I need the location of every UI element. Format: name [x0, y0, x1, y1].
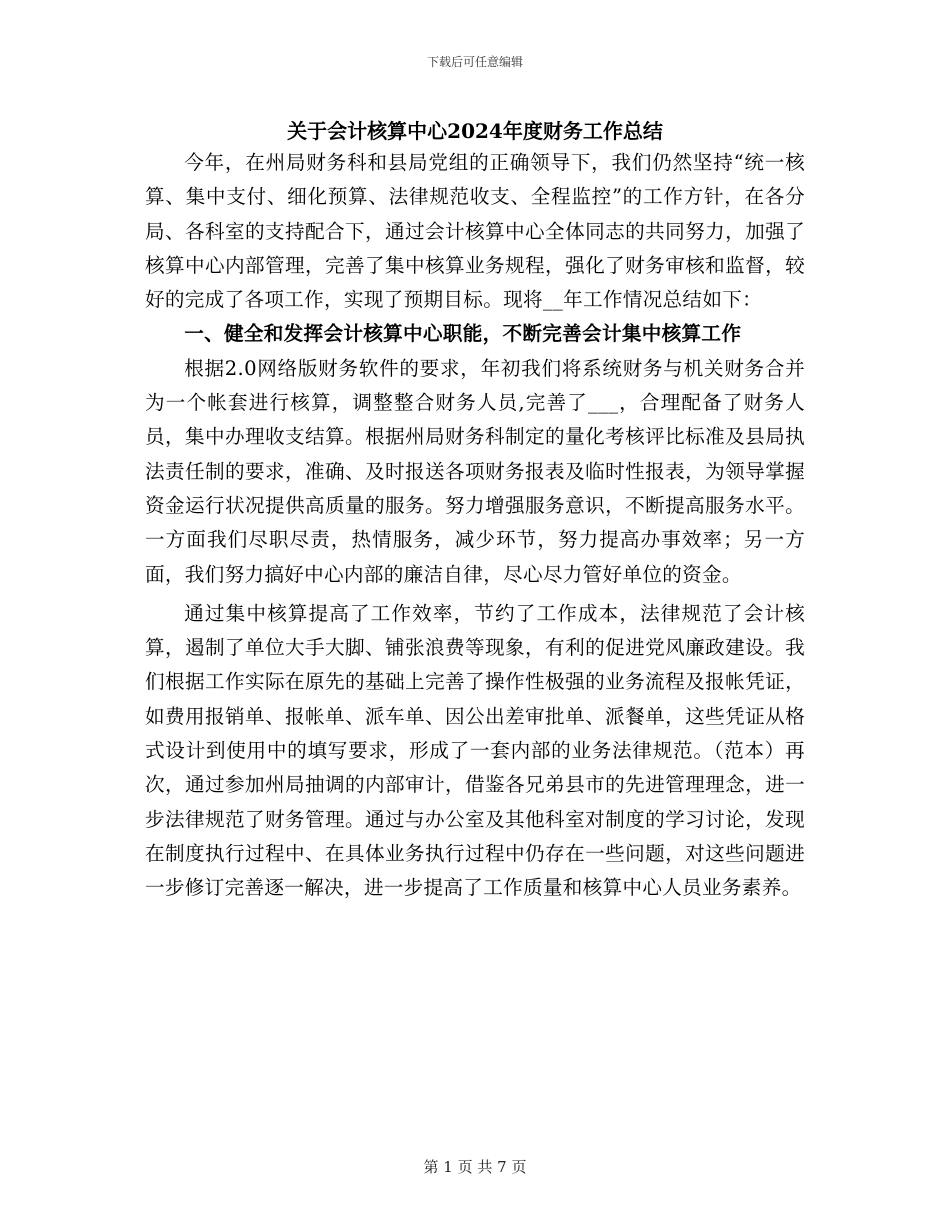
body-paragraph: 根据2.0网络版财务软件的要求，年初我们将系统财务与机关财务合并为一个帐套进行核算，调整整合财务人员,完善了___，合理配备了财务人员，集中办理收支结算。根据州局财务科制定的量化考核评比标准及县局执法责任制的要求，准确、及时报送各项财务报表及临时性报表，为领导掌握资金运行状况提供高质量的服务。努力增强服务意识，不断提高服务水平。一方面我们尽职尽责，热情服务，减少环节，努力提高办事效率；另一方面，我们努力搞好中心内部的廉洁自律，尽心尽力管好单位的资金。: [145, 356, 805, 586]
body-paragraph: 通过集中核算提高了工作效率，节约了工作成本，法律规范了会计核算，遏制了单位大手大脚、铺张浪费等现象，有利的促进党风廉政建设。我们根据工作实际在原先的基础上完善了操作性极强的业务流程及报帐凭证，如费用报销单、报帐单、派车单、因公出差审批单、派餐单，这些凭证从格式设计到使用中的填写要求，形成了一套内部的业务法律规范。（范本）再次，通过参加州局抽调的内部审计，借鉴各兄弟县市的先进管理理念，进一步法律规范了财务管理。通过与办公室及其他科室对制度的学习讨论，发现在制度执行过程中、在具体业务执行过程中仍存在一些问题，对这些问题进一步修订完善逐一解决，进一步提高了工作质量和核算中心人员业务素养。: [145, 601, 805, 900]
header-note: 下载后可任意编辑: [426, 55, 523, 69]
intro-paragraph: 今年，在州局财务科和县局党组的正确领导下，我们仍然坚持“统一核算、集中支付、细化预算、法律规范收支、全程监控”的工作方针，在各分局、各科室的支持配合下，通过会计核算中心全体同志的共同努力，加强了核算中心内部管理，完善了集中核算业务规程，强化了财务审核和监督，较好的完成了各项工作，实现了预期目标。现将__年工作情况总结如下：: [145, 151, 805, 312]
section-heading: 一、健全和发挥会计核算中心职能，不断完善会计集中核算工作: [184, 322, 742, 346]
page-number: 第 1 页 共 7 页: [423, 1158, 527, 1176]
document-title: 关于会计核算中心2024年度财务工作总结: [287, 119, 663, 143]
document-body: [145, 146, 805, 906]
